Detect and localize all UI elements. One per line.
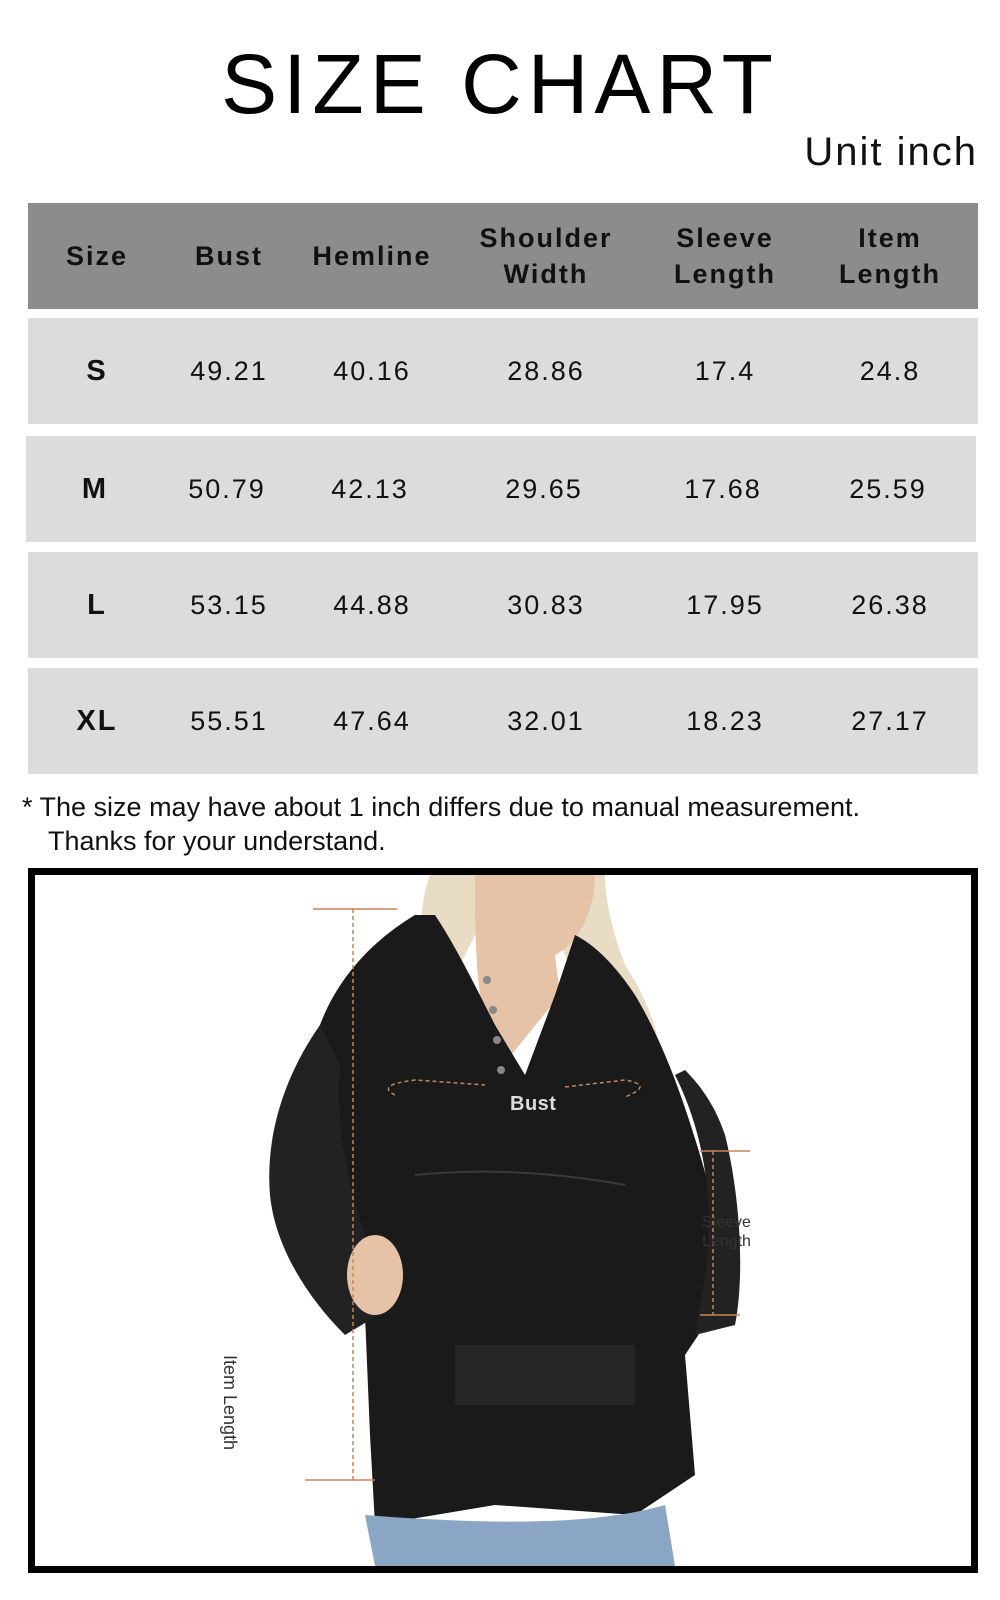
measurement-note	[22, 790, 860, 858]
hem-ribbing	[455, 1345, 635, 1405]
table-row	[28, 552, 978, 658]
sleeve-length-label	[702, 1213, 751, 1251]
header-item-length: Item Length	[839, 223, 941, 289]
button	[489, 1006, 497, 1014]
table-row	[28, 668, 978, 774]
header-shoulder-width: Shoulder Width	[479, 223, 613, 289]
table-row	[26, 436, 976, 542]
note-line-2: Thanks for your understand.	[48, 826, 386, 856]
cell-hemline: 44.88	[333, 590, 411, 620]
button	[493, 1036, 501, 1044]
bust-label: Bust	[510, 1093, 557, 1115]
cell-shoulder-width: 32.01	[507, 706, 585, 736]
item-length-label: Item Length	[220, 1355, 240, 1451]
cell-sleeve-length: 17.68	[684, 474, 762, 504]
cell-hemline: 40.16	[333, 356, 411, 386]
sleeve-label-line-1: Sleeve	[702, 1214, 751, 1231]
cell-item-length: 27.17	[851, 706, 929, 736]
table-header	[28, 203, 978, 309]
cell-size: M	[81, 473, 109, 505]
cell-shoulder-width: 28.86	[507, 356, 585, 386]
cell-hemline: 47.64	[333, 706, 411, 736]
measurement-figure	[28, 868, 978, 1573]
left-hand	[347, 1235, 403, 1315]
note-line-1: * The size may have about 1 inch differs due to manual measurement.	[22, 792, 860, 822]
cell-size: S	[86, 355, 108, 387]
unit-label: Unit inch	[804, 130, 978, 174]
cell-size: L	[87, 589, 107, 621]
header-sleeve-length: Sleeve Length	[674, 223, 776, 289]
sleeve-label-line-2: Length	[702, 1233, 751, 1250]
cell-bust: 49.21	[190, 356, 268, 386]
header-hemline: Hemline	[312, 241, 432, 271]
model-illustration	[35, 875, 971, 1566]
cell-shoulder-width: 30.83	[507, 590, 585, 620]
cell-bust: 50.79	[188, 474, 266, 504]
cell-shoulder-width: 29.65	[505, 474, 583, 504]
cell-item-length: 24.8	[859, 356, 921, 386]
table-row	[28, 318, 978, 424]
cell-sleeve-length: 17.4	[694, 356, 756, 386]
page-title: SIZE CHART	[221, 37, 779, 131]
cell-hemline: 42.13	[331, 474, 409, 504]
button	[497, 1066, 505, 1074]
cell-size: XL	[76, 705, 118, 737]
cell-item-length: 26.38	[851, 590, 929, 620]
cell-bust: 55.51	[190, 706, 268, 736]
cell-sleeve-length: 17.95	[686, 590, 764, 620]
header-size: Size	[65, 241, 129, 271]
header-bust: Bust	[195, 241, 263, 271]
button	[483, 976, 491, 984]
cell-item-length: 25.59	[849, 474, 927, 504]
cell-bust: 53.15	[190, 590, 268, 620]
cell-sleeve-length: 18.23	[686, 706, 764, 736]
